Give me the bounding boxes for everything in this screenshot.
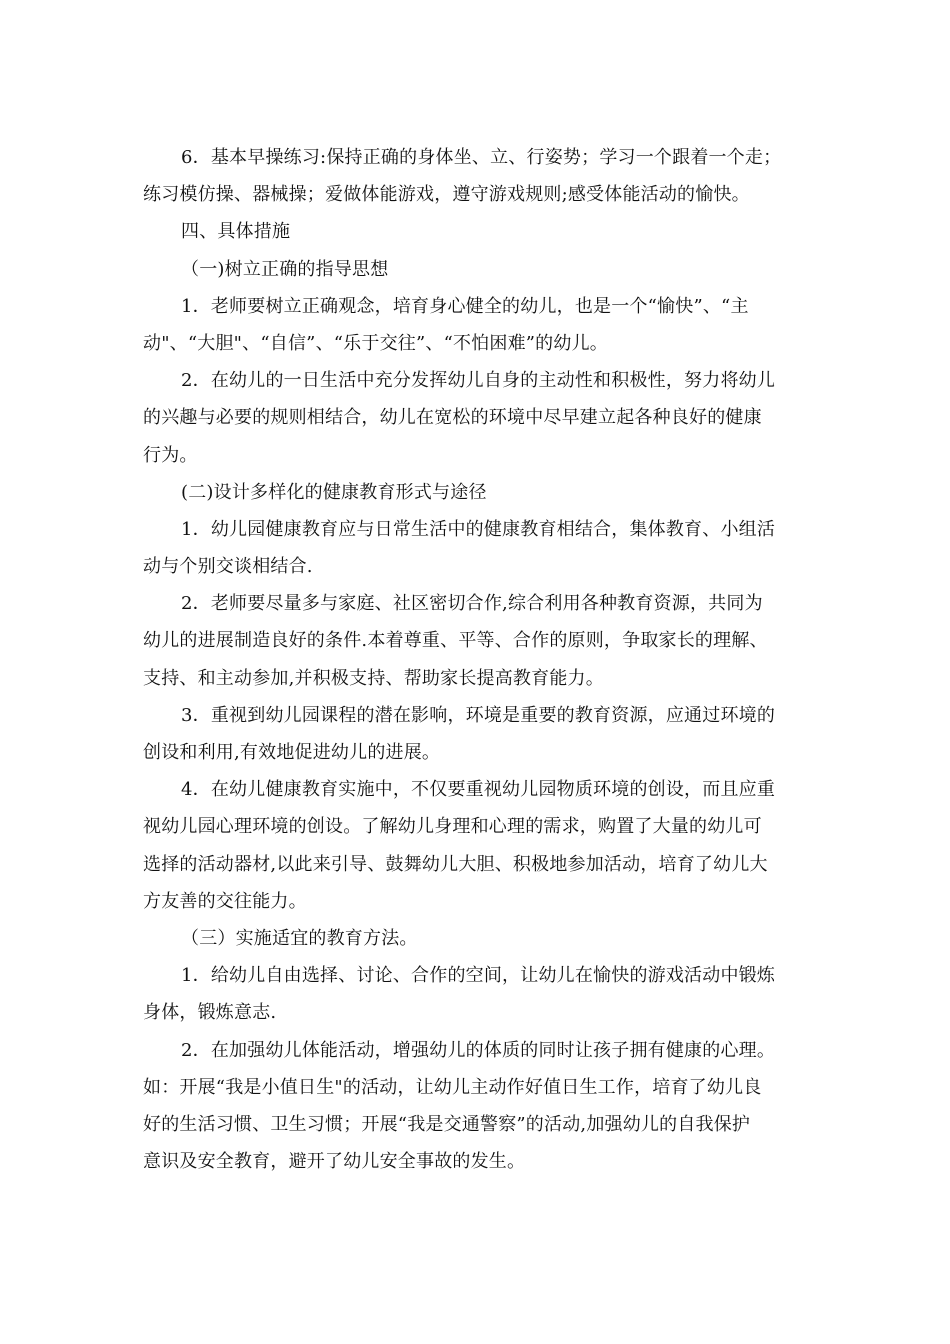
item-1-2-line-3: 行为。 xyxy=(143,444,198,466)
item-1-1-line-1: 1．老师要树立正确观念，培育身心健全的幼儿，也是一个“愉快”、“主 xyxy=(181,295,749,317)
item-3-2-line-4: 意识及安全教育，避开了幼儿安全事故的发生。 xyxy=(143,1151,526,1173)
item-3-2-line-1: 2．在加强幼儿体能活动，增强幼儿的体质的同时让孩子拥有健康的心理。 xyxy=(181,1039,776,1061)
item-2-4-line-2: 视幼儿园心理环境的创设。了解幼儿身理和心理的需求，购置了大量的幼儿可 xyxy=(143,816,762,838)
item-2-1-line-1: 1．幼儿园健康教育应与日常生活中的健康教育相结合，集体教育、小组活 xyxy=(181,518,776,540)
document-body xyxy=(143,139,808,1180)
section-heading-4: 四、具体措施 xyxy=(181,221,291,243)
item-1-1-line-2: 动"、“大胆"、“自信”、“乐于交往”、“不怕困难”的幼儿。 xyxy=(143,332,608,354)
item-2-2-line-3: 支持、和主动参加,并积极支持、帮助家长提高教育能力。 xyxy=(143,667,604,689)
item-2-2-line-1: 2．老师要尽量多与家庭、社区密切合作,综合利用各种教育资源，共同为 xyxy=(181,593,763,615)
item-2-4-line-1: 4．在幼儿健康教育实施中，不仅要重视幼儿园物质环境的创设，而且应重 xyxy=(181,779,776,801)
item-3-1-line-2: 身体，锻炼意志. xyxy=(143,1002,277,1024)
paragraph-6-line-1: 6．基本早操练习:保持正确的身体坐、立、行姿势；学习一个跟着一个走； xyxy=(181,147,782,168)
subsection-heading-1: （一)树立正确的指导思想 xyxy=(181,258,389,280)
item-2-4-line-4: 方友善的交往能力。 xyxy=(143,890,307,912)
subsection-heading-2: (二)设计多样化的健康教育形式与途径 xyxy=(181,481,487,503)
paragraph-6-line-2: 练习模仿操、器械操；爱做体能游戏，遵守游戏规则;感受体能活动的愉快。 xyxy=(143,184,750,206)
item-2-3-line-2: 创设和利用,有效地促进幼儿的进展。 xyxy=(143,742,441,763)
item-3-2-line-2: 如：开展“我是小值日生"的活动，让幼儿主动作好值日生工作，培育了幼儿良 xyxy=(143,1076,762,1098)
item-3-2-line-3: 好的生活习惯、卫生习惯；开展“我是交通警察”的活动,加强幼儿的自我保护 xyxy=(143,1113,751,1135)
item-2-1-line-2: 动与个别交谈相结合. xyxy=(143,556,313,578)
item-2-3-line-1: 3．重视到幼儿园课程的潜在影响，环境是重要的教育资源，应通过环境的 xyxy=(181,704,776,726)
item-2-4-line-3: 选择的活动器材,以此来引导、鼓舞幼儿大胆、积极地参加活动，培育了幼儿大 xyxy=(143,853,768,875)
subsection-heading-3: （三）实施适宜的教育方法。 xyxy=(181,927,418,949)
item-1-2-line-2: 的兴趣与必要的规则相结合，幼儿在宽松的环境中尽早建立起各种良好的健康 xyxy=(143,407,762,429)
item-1-2-line-1: 2．在幼儿的一日生活中充分发挥幼儿自身的主动性和积极性，努力将幼儿 xyxy=(181,370,776,392)
item-3-1-line-1: 1．给幼儿自由选择、讨论、合作的空间，让幼儿在愉快的游戏活动中锻炼 xyxy=(181,965,776,987)
item-2-2-line-2: 幼儿的进展制造良好的条件.本着尊重、平等、合作的原则，争取家长的理解、 xyxy=(143,630,768,652)
